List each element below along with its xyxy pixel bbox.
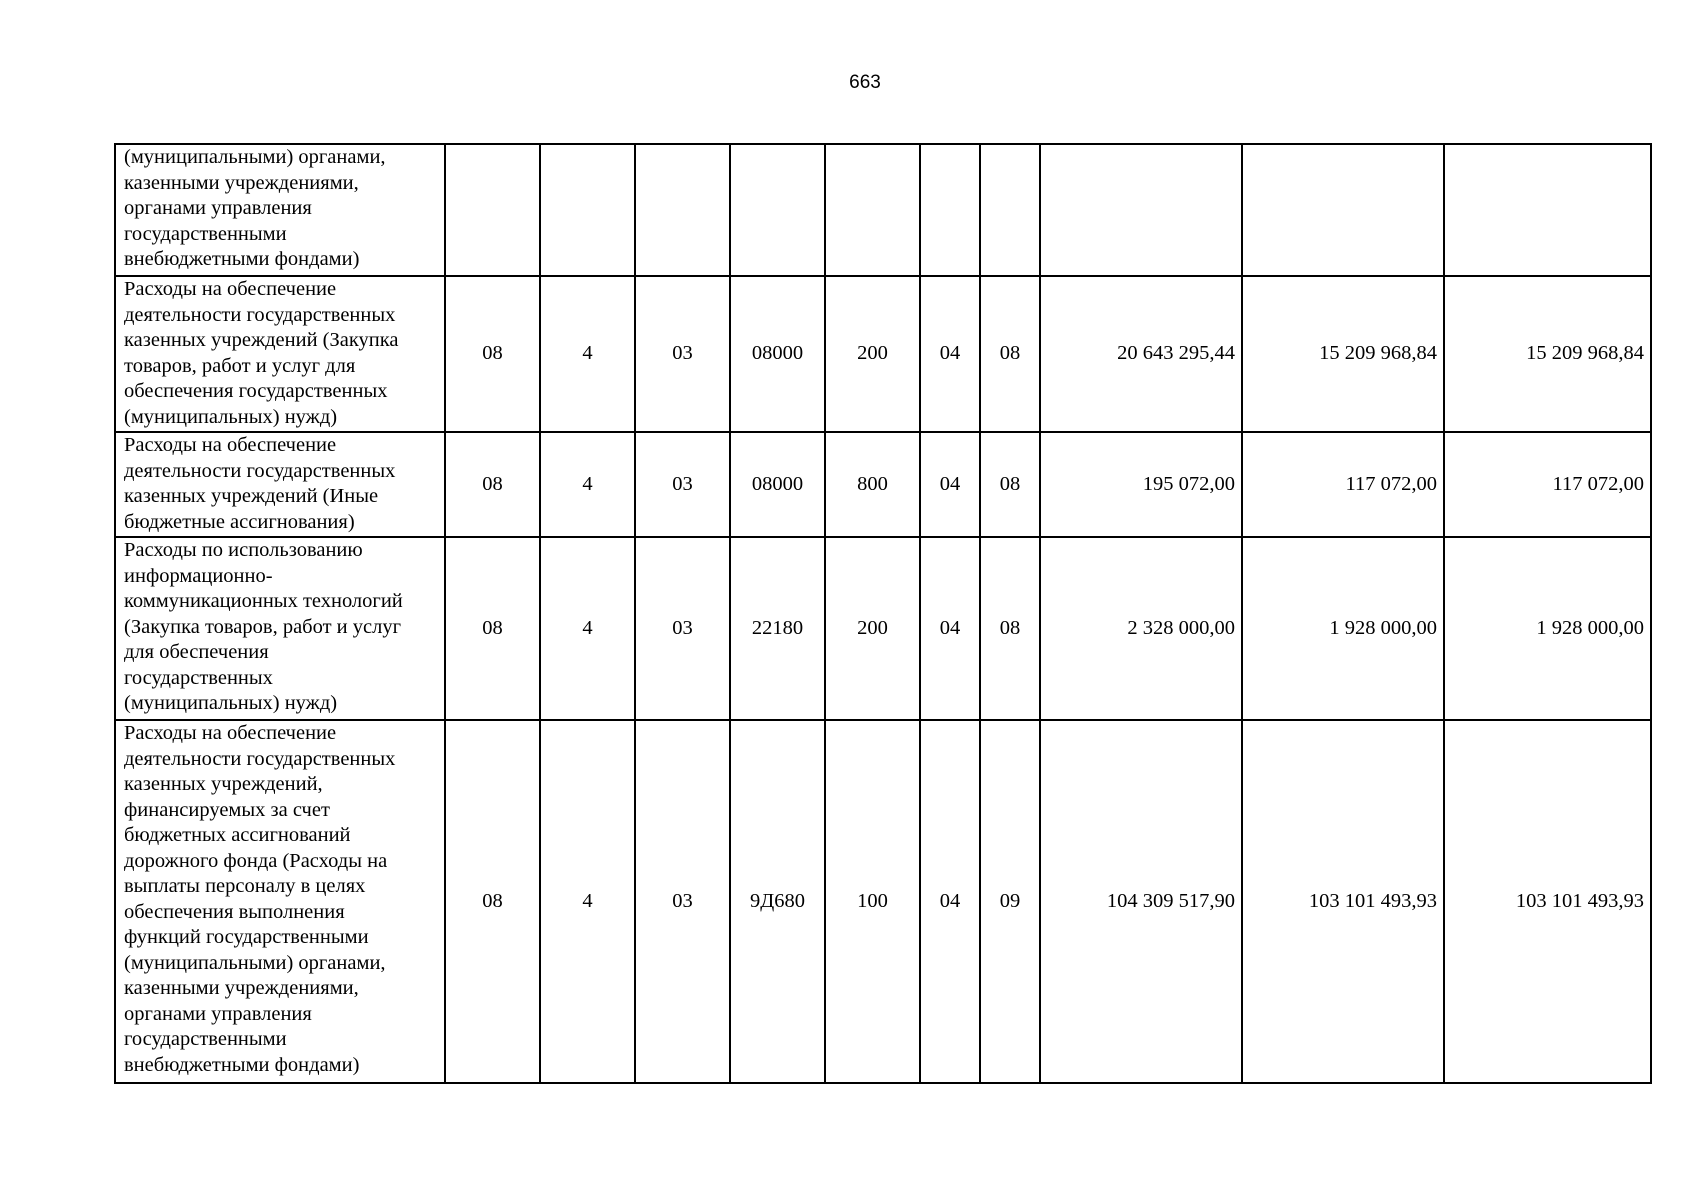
description-line: дорожного фонда (Расходы на bbox=[124, 849, 388, 872]
code-section-cell: 04 bbox=[920, 432, 980, 537]
description-line: органами управления bbox=[124, 1002, 312, 1025]
code-section-cell: 04 bbox=[920, 537, 980, 720]
row-description bbox=[115, 144, 445, 276]
code-subprogram-cell: 4 bbox=[540, 720, 635, 1083]
description-line: (муниципальных) нужд) bbox=[124, 405, 338, 428]
code-chapter-cell: 08 bbox=[445, 432, 540, 537]
amount-cell bbox=[1040, 144, 1242, 276]
code-direction-cell bbox=[730, 144, 825, 276]
description-line: обеспечения выполнения bbox=[124, 900, 345, 923]
amount-cell: 2 328 000,00 bbox=[1040, 537, 1242, 720]
description-line: бюджетных ассигнований bbox=[124, 824, 351, 846]
amount-cell bbox=[1444, 144, 1651, 276]
code-section-cell: 04 bbox=[920, 720, 980, 1083]
description-line: казенных учреждений (Закупка bbox=[124, 329, 399, 351]
code-expense-type-cell: 800 bbox=[825, 432, 920, 537]
amount-cell: 103 101 493,93 bbox=[1444, 720, 1651, 1083]
description-line: функций государственными bbox=[124, 926, 369, 948]
description-line: внебюджетными фондами) bbox=[124, 248, 360, 270]
description-line: Расходы на обеспечение bbox=[124, 722, 337, 744]
description-line: деятельности государственных bbox=[124, 459, 396, 482]
description-line: выплаты персоналу в целях bbox=[124, 875, 366, 897]
amount-cell: 1 928 000,00 bbox=[1444, 537, 1651, 720]
description-line: деятельности государственных bbox=[124, 303, 396, 326]
description-line: бюджетные ассигнования) bbox=[124, 510, 355, 533]
code-chapter-cell: 08 bbox=[445, 537, 540, 720]
description-line: казенными учреждениями, bbox=[124, 171, 359, 194]
amount-cell: 104 309 517,90 bbox=[1040, 720, 1242, 1083]
code-expense-type-cell: 200 bbox=[825, 537, 920, 720]
table-row bbox=[115, 537, 1651, 720]
code-chapter-cell: 08 bbox=[445, 276, 540, 432]
description-line: обеспечения государственных bbox=[124, 380, 388, 402]
code-subprogram-cell: 4 bbox=[540, 276, 635, 432]
code-direction-cell: 08000 bbox=[730, 432, 825, 537]
code-section-cell: 04 bbox=[920, 276, 980, 432]
amount-cell: 195 072,00 bbox=[1040, 432, 1242, 537]
description-line: Расходы на обеспечение bbox=[124, 278, 337, 300]
description-line: органами управления bbox=[124, 197, 312, 219]
code-expense-type-cell bbox=[825, 144, 920, 276]
description-line: казенных учреждений, bbox=[124, 773, 323, 795]
amount-cell: 117 072,00 bbox=[1242, 432, 1444, 537]
code-direction-cell: 9Д680 bbox=[730, 720, 825, 1083]
description-line: казенных учреждений (Иные bbox=[124, 485, 379, 507]
description-line: (муниципальными) органами, bbox=[124, 146, 386, 168]
row-description bbox=[115, 537, 445, 720]
code-main-event-cell: 03 bbox=[635, 276, 730, 432]
description-line: (муниципальными) органами, bbox=[124, 951, 386, 974]
code-expense-type-cell: 200 bbox=[825, 276, 920, 432]
table-row bbox=[115, 276, 1651, 432]
description-line: (муниципальных) нужд) bbox=[124, 692, 338, 714]
budget-table bbox=[114, 143, 1652, 1084]
description-line: товаров, работ и услуг для bbox=[124, 354, 356, 377]
code-chapter-cell bbox=[445, 144, 540, 276]
amount-cell: 1 928 000,00 bbox=[1242, 537, 1444, 720]
row-description bbox=[115, 432, 445, 537]
code-direction-cell: 08000 bbox=[730, 276, 825, 432]
description-line: финансируемых за счет bbox=[124, 798, 330, 821]
code-subprogram-cell: 4 bbox=[540, 432, 635, 537]
code-subsection-cell: 09 bbox=[980, 720, 1040, 1083]
code-subsection-cell bbox=[980, 144, 1040, 276]
description-line: Расходы на обеспечение bbox=[124, 434, 337, 456]
table-row bbox=[115, 432, 1651, 537]
code-subsection-cell: 08 bbox=[980, 276, 1040, 432]
code-main-event-cell: 03 bbox=[635, 720, 730, 1083]
amount-cell: 117 072,00 bbox=[1444, 432, 1651, 537]
description-line: коммуникационных технологий bbox=[124, 590, 403, 612]
description-line: (Закупка товаров, работ и услуг bbox=[124, 615, 402, 638]
amount-cell: 20 643 295,44 bbox=[1040, 276, 1242, 432]
amount-cell bbox=[1242, 144, 1444, 276]
code-direction-cell: 22180 bbox=[730, 537, 825, 720]
code-subsection-cell: 08 bbox=[980, 432, 1040, 537]
code-main-event-cell bbox=[635, 144, 730, 276]
description-line: казенными учреждениями, bbox=[124, 977, 359, 999]
description-line: государственными bbox=[124, 1028, 287, 1050]
description-line: внебюджетными фондами) bbox=[124, 1053, 360, 1076]
description-line: государственными bbox=[124, 222, 287, 245]
code-section-cell bbox=[920, 144, 980, 276]
table-row bbox=[115, 720, 1651, 1083]
description-line: деятельности государственных bbox=[124, 747, 396, 770]
code-expense-type-cell: 100 bbox=[825, 720, 920, 1083]
row-description bbox=[115, 720, 445, 1083]
code-subprogram-cell: 4 bbox=[540, 537, 635, 720]
code-main-event-cell: 03 bbox=[635, 432, 730, 537]
description-line: для обеспечения bbox=[124, 641, 269, 663]
row-description bbox=[115, 276, 445, 432]
amount-cell: 15 209 968,84 bbox=[1444, 276, 1651, 432]
page-number: 663 bbox=[849, 72, 881, 93]
description-line: информационно- bbox=[124, 564, 273, 587]
code-chapter-cell: 08 bbox=[445, 720, 540, 1083]
amount-cell: 15 209 968,84 bbox=[1242, 276, 1444, 432]
code-main-event-cell: 03 bbox=[635, 537, 730, 720]
code-subprogram-cell bbox=[540, 144, 635, 276]
table-row bbox=[115, 144, 1651, 276]
code-subsection-cell: 08 bbox=[980, 537, 1040, 720]
description-line: государственных bbox=[124, 666, 273, 689]
description-line: Расходы по использованию bbox=[124, 539, 363, 561]
amount-cell: 103 101 493,93 bbox=[1242, 720, 1444, 1083]
